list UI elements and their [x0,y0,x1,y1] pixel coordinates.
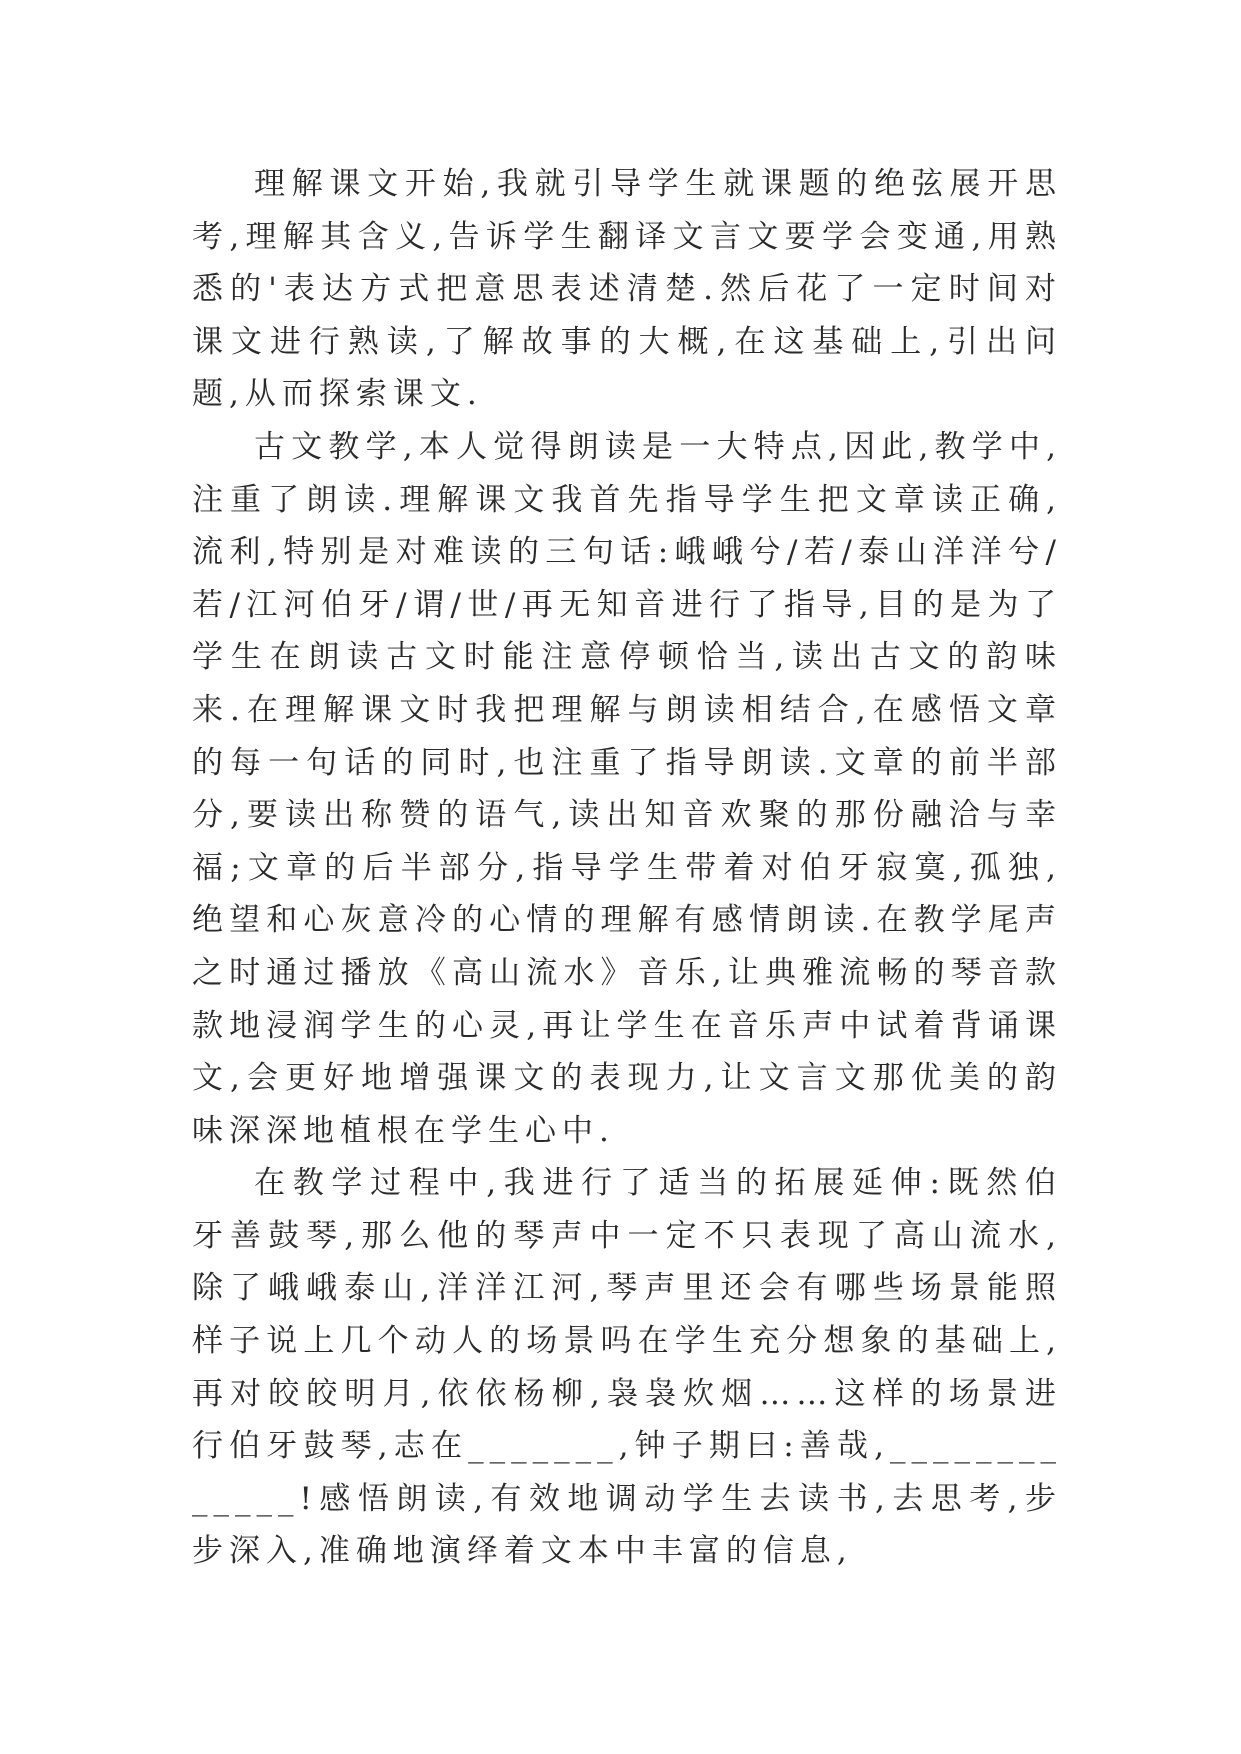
paragraph-3: 在教学过程中,我进行了适当的拓展延伸:既然伯牙善鼓琴,那么他的琴声中一定不只表现了高山流水,除了峨峨泰山,洋洋江河,琴声里还会有哪些场景能照样子说上几个动人的场景吗在学生充分想象的基础上,再对皎皎明月,依依杨柳,袅袅炊烟……这样的场景进行伯牙鼓琴,志在_______,钟子期曰:善哉,_____________!感悟朗读,有效地调动学生去读书,去思考,步步深入,准确地演绎着文本中丰富的信息, [192,1165,1062,1570]
paragraph-2: 古文教学,本人觉得朗读是一大特点,因此,教学中,注重了朗读.理解课文我首先指导学生把文章读正确,流利,特别是对难读的三句话:峨峨兮/若/泰山洋洋兮/若/江河伯牙/谓/世/再无知音进行了指导,目的是为了学生在朗读古文时能注意停顿恰当,读出古文的韵味来.在理解课文时我把理解与朗读相结合,在感悟文章的每一句话的同时,也注重了指导朗读.文章的前半部分,要读出称赞的语气,读出知音欢聚的那份融洽与幸福;文章的后半部分,指导学生带着对伯牙寂寞,孤独,绝望和心灰意冷的心情的理解有感情朗读.在教学尾声之时通过播放《高山流水》音乐,让典雅流畅的琴音款款地浸润学生的心灵,再让学生在音乐声中试着背诵课文,会更好地增强课文的表现力,让文言文那优美的韵味深深地植根在学生心中. [192,428,1062,1149]
document-body [192,158,1062,1578]
paragraph-1: 理解课文开始,我就引导学生就课题的绝弦展开思考,理解其含义,告诉学生翻译文言文要学会变通,用熟悉的'表达方式把意思表述清楚.然后花了一定时间对课文进行熟读,了解故事的大概,在这基础上,引出问题,从而探索课文. [192,166,1062,413]
